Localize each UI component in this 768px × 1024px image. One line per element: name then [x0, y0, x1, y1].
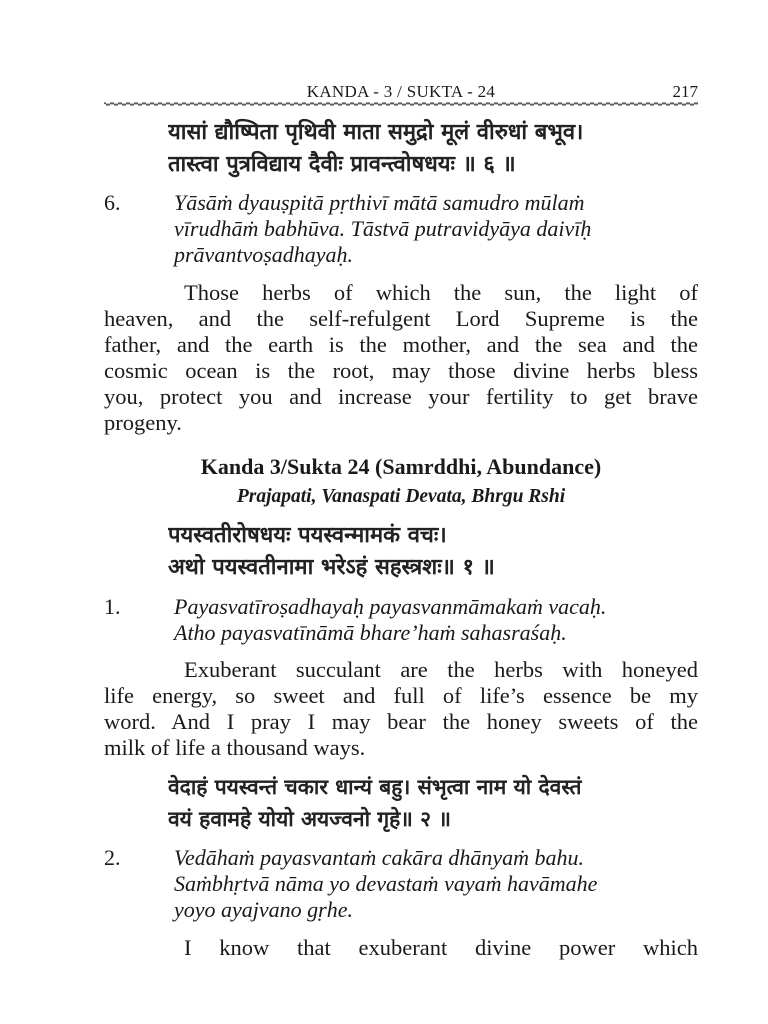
- transliteration-line: Payasvatīroṣadhayaḥ payasvanmāmakaṁ vacaḥ.: [174, 594, 607, 619]
- transliteration-line: Atho payasvatīnāmā bhare’haṁ sahasraśaḥ.: [174, 620, 567, 645]
- verse-number: 6.: [104, 190, 121, 215]
- sanskrit-line: तास्त्वा पुत्रविद्याय दैवीः प्रावन्त्वोषधयः ॥ ६ ॥: [168, 152, 516, 177]
- translation-line: Exuberant succulant are the herbs with honeyed: [184, 657, 698, 682]
- transliteration-line: Yāsāṁ dyauṣpitā pṛthivī mātā samudro mūlaṁ: [174, 190, 585, 215]
- sanskrit-line: अथो पयस्वतीनामा भरेऽहं सहस्त्रशः॥ १ ॥: [168, 555, 495, 580]
- transliteration-text: [174, 845, 698, 923]
- page-number: 217: [672, 82, 698, 101]
- sanskrit-verse-2: [168, 771, 698, 835]
- translation-line: you, protect you and increase your fertility to get brave: [104, 384, 698, 409]
- verse-number: 2.: [104, 845, 121, 870]
- transliteration-text: [174, 190, 698, 268]
- sanskrit-line: वेदाहं पयस्वन्तं चकार धान्यं बहु। संभृत्वा नाम यो देवस्तं: [168, 775, 582, 799]
- verse-number: 1.: [104, 594, 121, 619]
- translation-line: milk of life a thousand ways.: [104, 735, 366, 760]
- sanskrit-verse-6: [168, 117, 698, 181]
- sanskrit-line: पयस्वतीरोषधयः पयस्वन्मामकं वचः।: [168, 523, 447, 548]
- translation-line: cosmic ocean is the root, may those divine herbs bless: [104, 358, 698, 383]
- sanskrit-line: यासां द्यौष्पिता पृथिवी माता समुद्रो मूलं वीरुधां बभूव।: [168, 120, 584, 145]
- header-wavy-rule: [104, 101, 698, 107]
- translation-line: word. And I pray I may bear the honey sweets of the: [104, 709, 698, 734]
- translation-line: progeny.: [104, 410, 182, 435]
- sanskrit-line: वयं हवामहे योयो अयज्वनो गृहे॥ २ ॥: [168, 807, 451, 831]
- transliteration-line: yoyo ayajvano gṛhe.: [174, 897, 353, 922]
- translation-verse-2: [104, 935, 698, 961]
- sukta-subheading: Prajapati, Vanaspati Devata, Bhrgu Rshi: [236, 486, 566, 507]
- running-head-title: KANDA - 3 / SUKTA - 24: [306, 82, 496, 101]
- sukta-heading: Kanda 3/Sukta 24 (Samrddhi, Abundance): [200, 454, 602, 479]
- transliteration-text: [174, 594, 698, 646]
- transliteration-line: Saṁbhṛtvā nāma yo devastaṁ vayaṁ havāmahe: [174, 871, 598, 896]
- translation-verse-1: [104, 657, 698, 761]
- translation-verse-6: [104, 280, 698, 436]
- transliteration-line: vīrudhāṁ babhūva. Tāstvā putravidyāya daivīḥ: [174, 216, 592, 241]
- translation-line: father, and the earth is the mother, and the sea and the: [104, 332, 698, 357]
- sanskrit-verse-1: [168, 520, 698, 584]
- translation-line: life energy, so sweet and full of life’s essence be my: [104, 683, 698, 708]
- transliteration-line: Vedāhaṁ payasvantaṁ cakāra dhānyaṁ bahu.: [174, 845, 584, 870]
- translation-line: Those herbs of which the sun, the light of: [184, 280, 698, 305]
- translation-line: I know that exuberant divine power which: [184, 935, 698, 960]
- translation-line: heaven, and the self-refulgent Lord Supreme is the: [104, 306, 698, 331]
- transliteration-line: prāvantvoṣadhayaḥ.: [174, 242, 354, 267]
